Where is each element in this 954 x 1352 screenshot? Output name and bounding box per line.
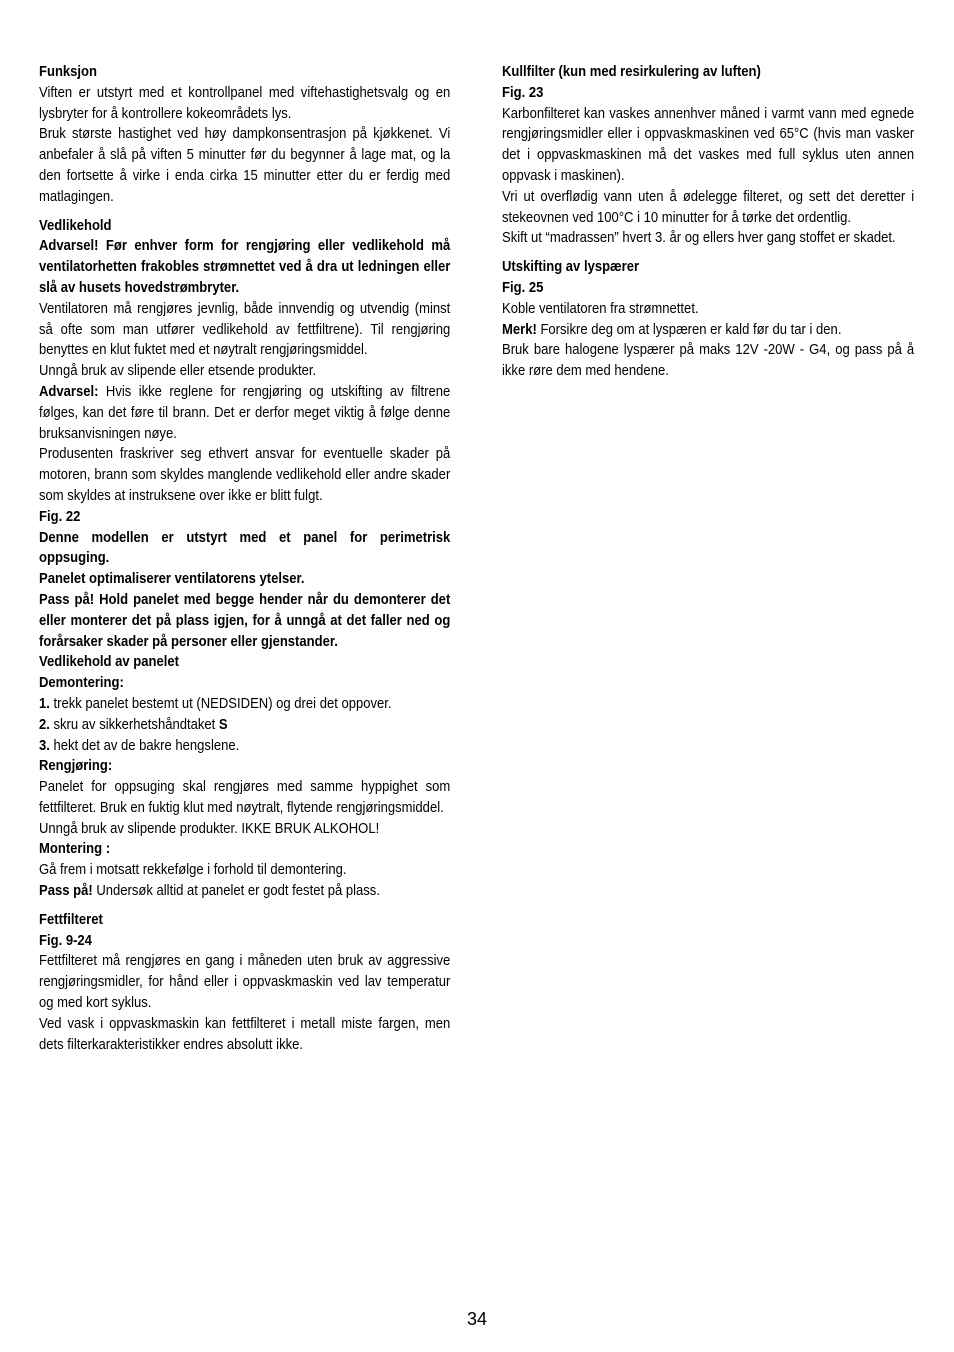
step-text: trekk panelet bestemt ut (NEDSIDEN) og drei det oppover. — [49, 695, 392, 712]
bold-paragraph: Pass på! Hold panelet med begge hender når du demonterer det eller monterer det på plass igjen, for å unngå at det faller ned og forårsaker skader på personer eller gjenstander. — [39, 591, 451, 650]
section-funksjon — [39, 62, 450, 208]
paragraph-text: Undersøk alltid at panelet er godt festet på plass. — [92, 883, 380, 900]
paragraph: Gå frem i motsatt rekkefølge i forhold til demontering. — [39, 862, 347, 879]
note-label: Merk! — [502, 321, 537, 338]
heading-lyspaerer: Utskifting av lyspærer — [502, 259, 640, 276]
bold-paragraph: Denne modellen er utstyrt med et panel for perimetrisk oppsuging. — [39, 529, 451, 567]
paragraph: Ved vask i oppvaskmaskin kan fettfilteret i metall miste fargen, men dets filterkarakteristikker endres absolutt ikke. — [39, 1015, 451, 1053]
heading-vedlikehold: Vedlikehold — [39, 217, 112, 234]
list-item — [39, 694, 450, 715]
step-text: hekt det av de bakre hengslene. — [49, 737, 240, 754]
warning-label: Advarsel: — [39, 383, 99, 400]
section-kullfilter — [502, 62, 914, 249]
caution-label: Pass på! — [39, 883, 93, 900]
list-item — [39, 715, 450, 736]
bold-paragraph: Panelet optimaliserer ventilatorens ytelser. — [39, 571, 305, 588]
paragraph-text: Forsikre deg om at lyspæren er kald før du tar i den. — [536, 321, 842, 338]
paragraph-text: Hvis ikke reglene for rengjøring og utskifting av filtrene følges, kan det føre til brann. Det er derfor meget viktig å følge denne bruksanvisningen nøye. — [39, 383, 451, 442]
paragraph: Unngå bruk av slipende produkter. IKKE BRUK ALKOHOL! — [39, 820, 380, 837]
subheading: Montering : — [39, 841, 111, 858]
paragraph: Skift ut “madrassen” hvert 3. år og ellers hver gang stoffet er skadet. — [502, 230, 896, 247]
subheading: Vedlikehold av panelet — [39, 654, 179, 671]
subheading: Demontering: — [39, 675, 124, 692]
list-item — [39, 736, 450, 757]
paragraph: Bruk største hastighet ved høy dampkonsentrasjon på kjøkkenet. Vi anbefaler å slå på viften 5 minutter før du begynner å lage mat, og la den fortsette å virke i enda cirka 15 minutter etter du er ferdig med matlagingen. — [39, 126, 451, 205]
step-number: 2. — [39, 716, 50, 733]
right-column — [502, 62, 914, 390]
section-fettfilteret — [39, 910, 450, 1056]
heading-funksjon: Funksjon — [39, 64, 98, 80]
paragraph: Karbonfilteret kan vaskes annenhver måned i varmt vann med egnede rengjøringsmidler eller i oppvaskmaskinen ved 65°C (hvis man vasker det i oppvaskmaskinen må det vaskes med full syklus uten annen oppvask i maskinen). — [502, 105, 915, 184]
figure-reference: Fig. 22 — [39, 508, 81, 525]
paragraph: Koble ventilatoren fra strømnettet. — [502, 300, 699, 317]
paragraph: Vri ut overflødig vann uten å ødelegge filteret, og sett det deretter i stekeovnen ved 100°C i 10 minutter for å tørke det ordentlig. — [502, 188, 915, 226]
section-vedlikehold — [39, 216, 450, 902]
figure-reference: Fig. 23 — [502, 84, 544, 101]
paragraph: Viften er utstyrt med et kontrollpanel med viftehastighetsvalg og en lysbryter for å kontrollere kokeområdets lys. — [39, 84, 451, 122]
left-column — [39, 62, 450, 1063]
step-text: skru av sikkerhetshåndtaket — [49, 716, 219, 733]
step-number: 3. — [39, 737, 50, 754]
paragraph: Bruk bare halogene lyspærer på maks 12V -20W - G4, og pass på å ikke røre dem med hendene. — [502, 342, 915, 380]
heading-kullfilter: Kullfilter (kun med resirkulering av luften) — [502, 64, 761, 80]
paragraph: Produsenten fraskriver seg ethvert ansvar for eventuelle skader på motoren, brann som skyldes manglende vedlikehold eller andre skader som skyldes at instruksene over ikke er blitt fulgt. — [39, 446, 451, 504]
warning-text: Advarsel! Før enhver form for rengjøring eller vedlikehold må ventilatorhetten frakobles strømnettet ved å dra ut ledningen eller slå av husets hovedstrømbryter. — [39, 238, 451, 296]
paragraph: Panelet for oppsuging skal rengjøres med samme hyppighet som fettfilteret. Bruk en fuktig klut med nøytralt, flytende rengjøringsmiddel. — [39, 779, 451, 816]
paragraph: Unngå bruk av slipende eller etsende produkter. — [39, 363, 317, 380]
subheading: Rengjøring: — [39, 758, 113, 775]
figure-reference: Fig. 25 — [502, 279, 544, 296]
paragraph: Ventilatoren må rengjøres jevnlig, både innvendig og utvendig (minst så ofte som man utfører vedlikehold av fettfiltrene). Til rengjøring benyttes en klut fuktet med et nøytralt rengjøringsmiddel. — [39, 300, 451, 359]
paragraph — [39, 881, 450, 902]
paragraph: Fettfilteret må rengjøres en gang i måneden uten bruk av aggressive rengjøringsmidler, for hånd eller i oppvaskmaskin ved lav temperatur og med kort syklus. — [39, 953, 451, 1012]
step-label-s: S — [218, 716, 228, 733]
paragraph — [39, 382, 450, 444]
paragraph — [502, 320, 914, 341]
figure-reference: Fig. 9-24 — [39, 932, 92, 949]
heading-fettfilteret: Fettfilteret — [39, 911, 103, 928]
page-number: 34 — [466, 1309, 488, 1329]
step-number: 1. — [39, 695, 50, 712]
section-lyspaerer — [502, 257, 914, 382]
